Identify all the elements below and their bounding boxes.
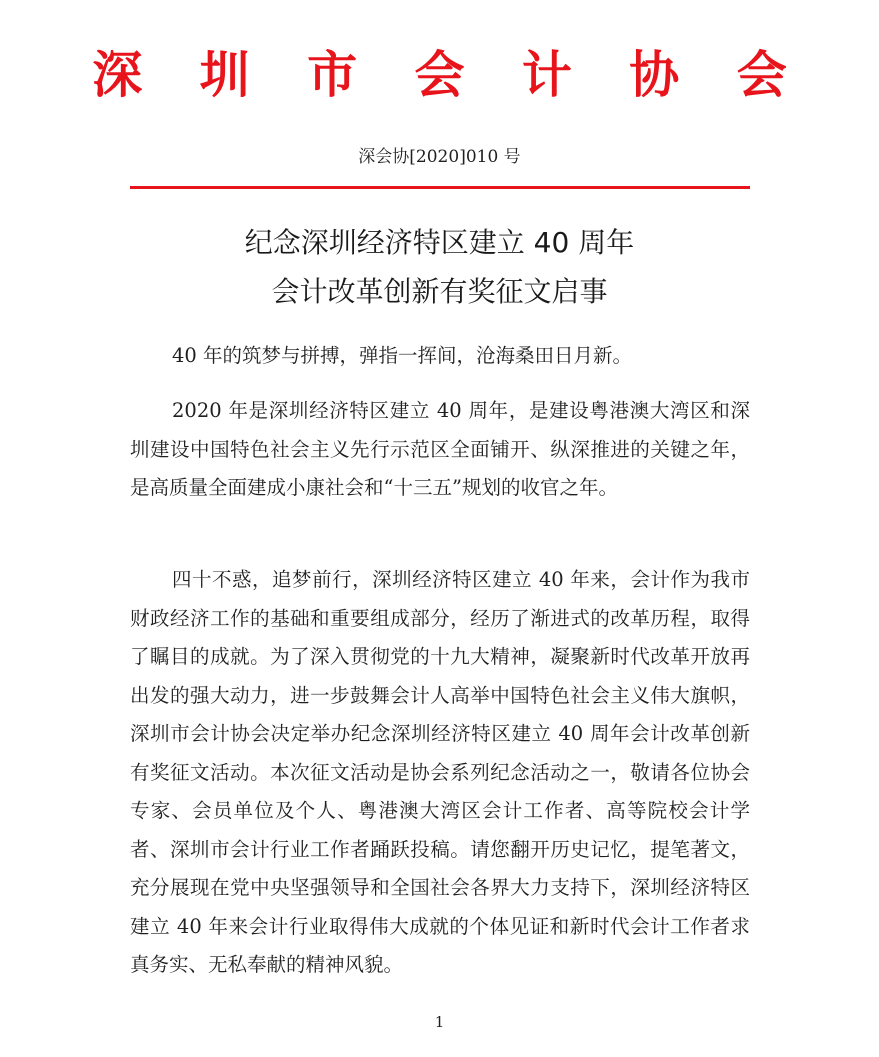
document-number: 深会协[2020]010 号 [358, 147, 521, 167]
letterhead-org-name: 深 圳 市 会 计 协 会 [92, 45, 807, 104]
paragraph-2: 2020 年是深圳经济特区建立 40 周年，是建设粤港澳大湾区和深圳建设中国特色社会主义先行示范区全面铺开、纵深推进的关键之年，是高质量全面建成小康社会和“十三五”规划的收官之年。 [130, 399, 750, 499]
paragraph-1: 40 年的筑梦与拼搏，弹指一挥间，沧海桑田日月新。 [172, 344, 633, 367]
document-title-line-1: 纪念深圳经济特区建立 40 周年 [244, 226, 635, 259]
document-title-line-2: 会计改革创新有奖征文启事 [271, 275, 608, 308]
letterhead-red-rule [130, 186, 750, 189]
paragraph-3: 四十不惑，追梦前行，深圳经济特区建立 40 年来，会计作为我市财政经济工作的基础和重要组成部分，经历了渐进式的改革历程，取得了瞩目的成就。为了深入贯彻党的十九大精神，凝聚新时代改革开放再出发的强大动力，进一步鼓舞会计人高举中国特色社会主义伟大旗帜，深圳市会计协会决定举办纪念深圳经济特区建立 40 周年会计改革创新有奖征文活动。本次征文活动是协会系列纪念活动之一，敬请各位协会专家、会员单位及个人、粤港澳大湾区会计工作者、高等院校会计学者、深圳市会计行业工作者踊跃投稿。请您翻开历史记忆，提笔著文，充分展现在党中央坚强领导和全国社会各界大力支持下，深圳经济特区建立 40 年来会计行业取得伟大成就的个体见证和新时代会计工作者求真务实、无私奉献的精神风貌。 [130, 568, 750, 976]
page-number: 1 [434, 1013, 445, 1031]
